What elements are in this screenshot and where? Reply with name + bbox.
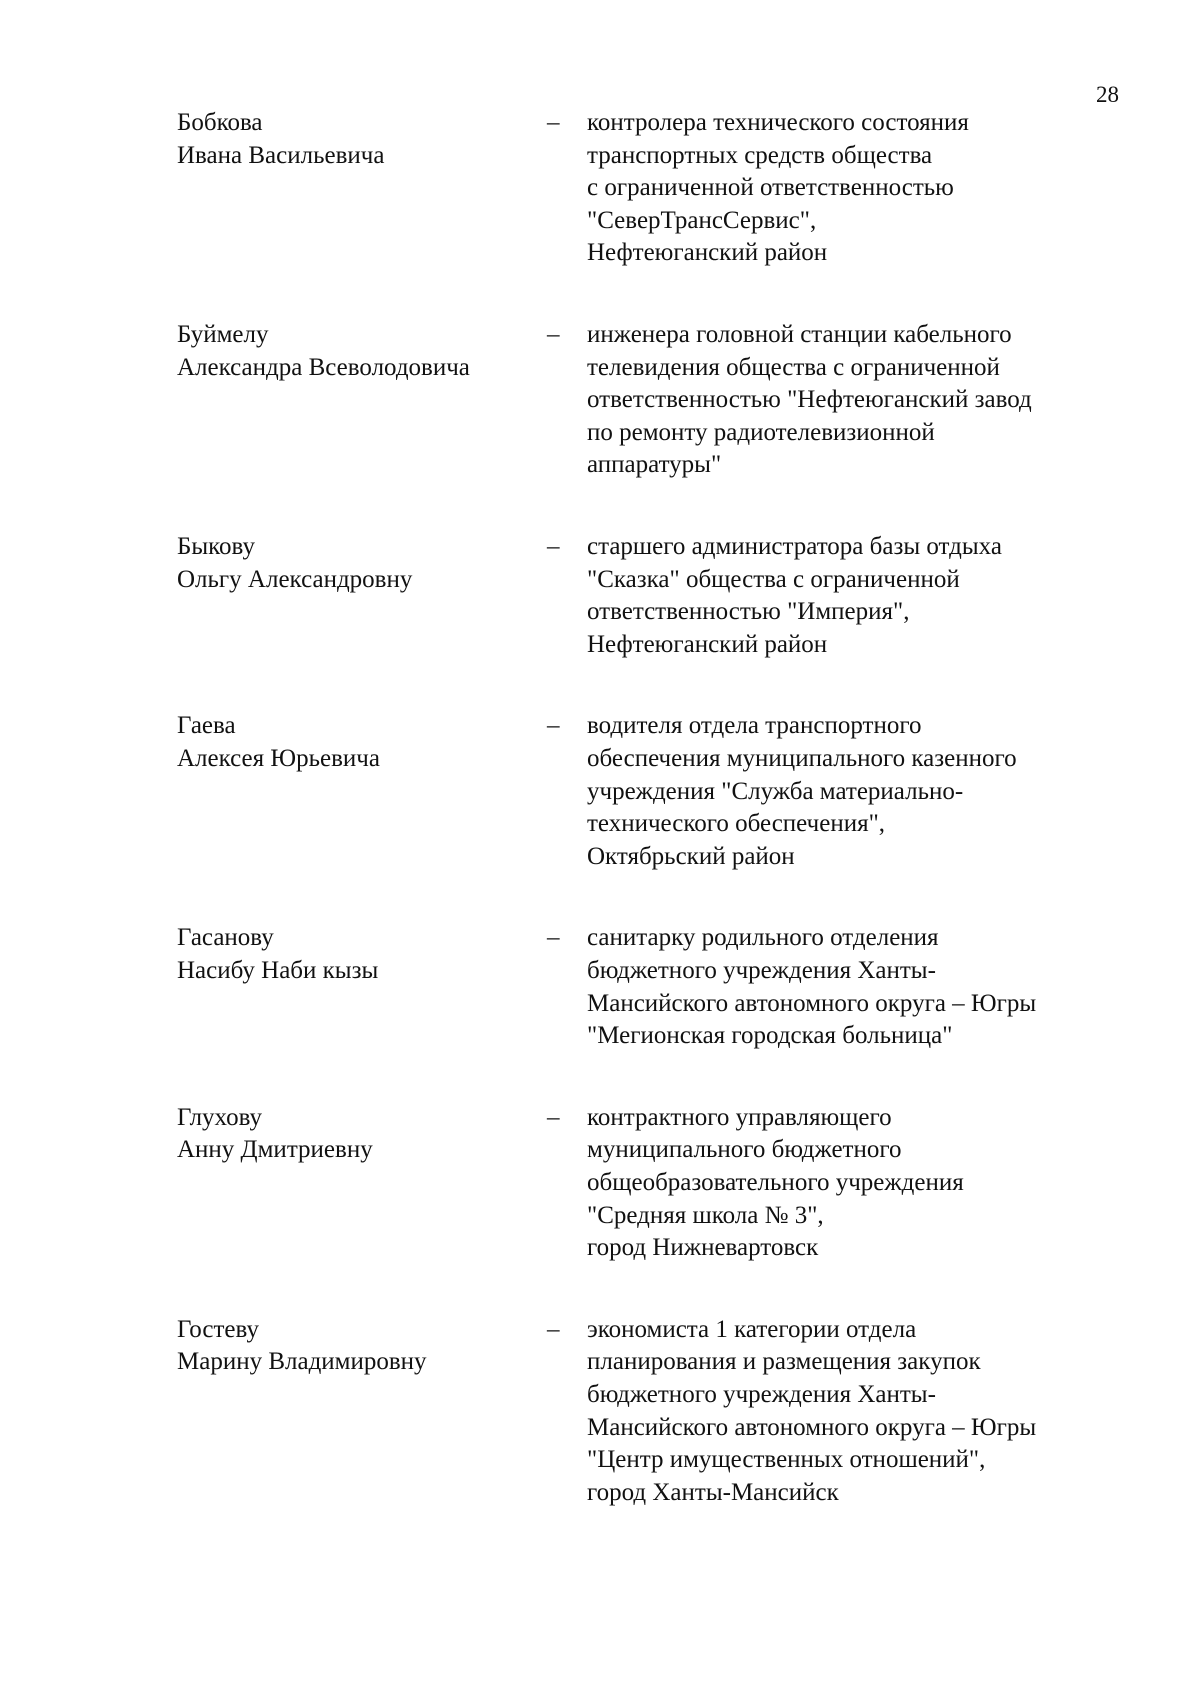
position-description-line: технического обеспечения", xyxy=(587,810,886,838)
position-description-line: общеобразовательного учреждения xyxy=(587,1168,964,1196)
position-description-line: "Центр имущественных отношений", xyxy=(587,1446,986,1474)
position-description-line: ответственностью "Нефтеюганский завод xyxy=(587,386,1032,414)
position-description xyxy=(587,107,1147,270)
person-name-line: Гаева xyxy=(177,712,236,740)
position-description xyxy=(587,531,1147,661)
position-description xyxy=(587,1314,1147,1510)
person-name xyxy=(177,1102,537,1167)
position-description-line: водителя отдела транспортного xyxy=(587,712,922,740)
position-description-line: транспортных средств общества xyxy=(587,141,933,169)
position-description-line: Нефтеюганский район xyxy=(587,239,828,267)
position-description-line: "Мегионская городская больница" xyxy=(587,1022,953,1050)
position-description-line: муниципального бюджетного xyxy=(587,1136,902,1164)
position-description-line: "Сказка" общества с ограниченной xyxy=(587,565,960,593)
separator-dash: – xyxy=(547,1315,560,1343)
person-name-line: Гостеву xyxy=(177,1315,259,1343)
position-description-line: с ограниченной ответственностью xyxy=(587,174,954,202)
person-name xyxy=(177,107,537,172)
person-name xyxy=(177,922,537,987)
person-name xyxy=(177,710,537,775)
position-description-line: старшего администратора базы отдыха xyxy=(587,533,1002,560)
position-description-line: телевидения общества с ограниченной xyxy=(587,353,1000,381)
position-description-line: город Ханты-Мансийск xyxy=(587,1478,839,1506)
person-name xyxy=(177,319,537,384)
separator-dash: – xyxy=(547,533,560,560)
position-description-line: Нефтеюганский район xyxy=(587,630,828,658)
position-description-line: учреждения "Служба материально- xyxy=(587,777,964,805)
position-description-line: ответственностью "Империя", xyxy=(587,598,910,626)
position-description-line: контрактного управляющего xyxy=(587,1103,892,1131)
position-description-line: Октябрьский район xyxy=(587,842,795,870)
position-description-line: город Нижневартовск xyxy=(587,1234,819,1262)
person-name-line: Марину Владимировну xyxy=(177,1348,427,1376)
position-description-line: аппаратуры" xyxy=(587,451,722,479)
person-name-line: Алексея Юрьевича xyxy=(177,744,380,772)
position-description-line: бюджетного учреждения Ханты- xyxy=(587,1380,936,1408)
position-description xyxy=(587,922,1147,1052)
separator-dash: – xyxy=(547,109,560,136)
position-description-line: контролера технического состояния xyxy=(587,109,969,136)
person-name-line: Александра Всеволодовича xyxy=(177,353,470,381)
person-name-line: Гасанову xyxy=(177,924,274,952)
separator-dash: – xyxy=(547,712,560,740)
separator-dash: – xyxy=(547,924,560,952)
person-name-line: Ольгу Александровну xyxy=(177,565,413,593)
page-number: 28 xyxy=(1096,82,1119,107)
position-description-line: обеспечения муниципального казенного xyxy=(587,744,1017,772)
person-name-line: Насибу Наби кызы xyxy=(177,956,379,984)
person-name xyxy=(177,531,537,596)
person-name xyxy=(177,1314,537,1379)
position-description-line: Мансийского автономного округа – Югры xyxy=(587,1413,1037,1441)
position-description-line: планирования и размещения закупок xyxy=(587,1348,981,1376)
position-description-line: по ремонту радиотелевизионной xyxy=(587,418,935,446)
position-description xyxy=(587,1102,1147,1265)
person-name-line: Бобкова xyxy=(177,109,263,136)
person-name-line: Глухову xyxy=(177,1103,263,1131)
position-description xyxy=(587,710,1147,873)
position-description-line: инженера головной станции кабельного xyxy=(587,321,1012,348)
separator-dash: – xyxy=(547,1103,560,1131)
person-name-line: Быкову xyxy=(177,533,255,560)
position-description-line: бюджетного учреждения Ханты- xyxy=(587,956,936,984)
person-name-line: Анну Дмитриевну xyxy=(177,1136,373,1164)
position-description-line: "Средняя школа № 3", xyxy=(587,1201,824,1229)
person-name-line: Буймелу xyxy=(177,321,269,348)
position-description-line: экономиста 1 категории отдела xyxy=(587,1315,917,1343)
position-description-line: "СеверТрансСервис", xyxy=(587,206,817,234)
separator-dash: – xyxy=(547,321,560,348)
position-description-line: санитарку родильного отделения xyxy=(587,924,939,952)
person-name-line: Ивана Васильевича xyxy=(177,141,385,169)
position-description-line: Мансийского автономного округа – Югры xyxy=(587,989,1037,1017)
position-description xyxy=(587,319,1147,482)
